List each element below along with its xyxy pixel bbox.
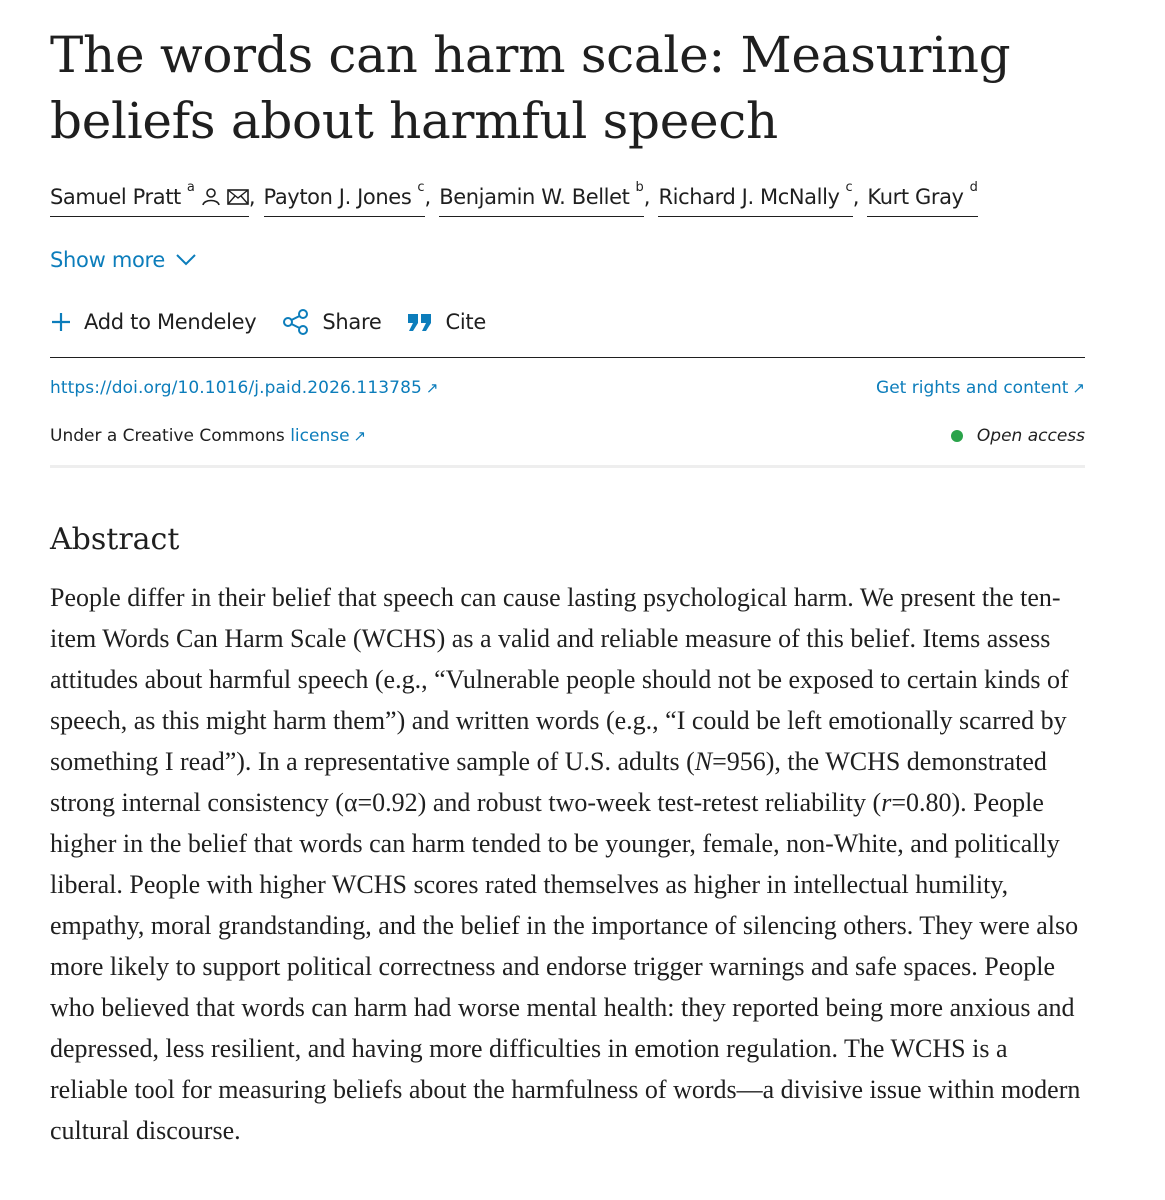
add-to-mendeley-button[interactable]	[50, 310, 256, 334]
abstract-part-3: =0.80). People higher in the belief that words can harm tended to be younger, female, non-White, and politically liberal. People with higher WCHS scores rated themselves as higher in intellectual humility, empathy, moral grandstanding, and the belief in the importance of silencing others. They were also more likely to support political correctness and endorse trigger warnings and safe spaces. People who believed that words can harm had worse mental health: they reported being more anxious and depressed, less resilient, and having more difficulties in emotion regulation. The WCHS is a reliable tool for measuring beliefs about the harmfulness of words—a divisive issue within modern cultural discourse.	[50, 788, 1081, 1145]
author-affiliation: c	[845, 180, 853, 195]
rights-text: Get rights and content	[876, 378, 1069, 398]
author-separator: ,	[424, 185, 432, 209]
external-link-icon: ↗	[353, 427, 367, 445]
author-separator: ,	[248, 185, 256, 209]
section-divider	[50, 465, 1085, 468]
license-prefix: Under a Creative Commons	[50, 426, 285, 446]
abstract-part-2: =956), the WCHS demonstrated strong internal consistency (α=0.92) and robust two-week test-retest reliability (	[50, 747, 1047, 817]
correlation-variable: r	[881, 788, 892, 817]
divider	[50, 357, 1085, 358]
show-more-button[interactable]	[50, 248, 197, 272]
open-access-badge	[951, 426, 1085, 446]
share-button[interactable]	[282, 308, 381, 336]
abstract-heading: Abstract	[50, 522, 180, 557]
license-link[interactable]	[290, 426, 366, 446]
share-icon	[282, 308, 310, 336]
author-affiliation: b	[635, 180, 644, 195]
email-icon	[227, 187, 249, 212]
rights-link[interactable]	[876, 378, 1085, 398]
share-label: Share	[322, 310, 382, 334]
doi-row	[50, 378, 1085, 398]
author-link-samuel-pratt[interactable]	[50, 182, 249, 217]
author-name: Payton J. Jones	[263, 185, 412, 209]
author-name: Samuel Pratt	[50, 185, 181, 209]
author-link-benjamin-bellet[interactable]	[439, 182, 644, 217]
author-list	[50, 182, 978, 222]
person-icon	[201, 187, 221, 212]
doi-link[interactable]	[50, 378, 439, 398]
license-link-text: license	[290, 426, 350, 446]
author-link-kurt-gray[interactable]	[867, 182, 977, 217]
doi-text: https://doi.org/10.1016/j.paid.2026.113785	[50, 378, 422, 398]
author-name: Richard J. McNally	[658, 185, 840, 209]
author-separator: ,	[643, 185, 651, 209]
author-affiliation: d	[969, 180, 978, 195]
external-link-icon: ↗	[1072, 379, 1085, 397]
author-affiliation: a	[186, 180, 195, 195]
open-access-dot-icon	[951, 430, 963, 442]
abstract-part-1: People differ in their belief that speech can cause lasting psychological harm. We present the ten-item Words Can Harm Scale (WCHS) as a valid and reliable measure of this belief. Items assess attitudes about harmful speech (e.g., “Vulnerable people should not be exposed to certain kinds of speech, as this might harm them”) and written words (e.g., “I could be left emotionally scarred by something I read”). In a representative sample of U.S. adults (	[50, 583, 1069, 776]
author-link-payton-jones[interactable]	[264, 182, 425, 217]
cite-button[interactable]	[407, 310, 485, 334]
article-toolbar	[50, 308, 486, 336]
abstract-text	[50, 577, 1085, 1151]
sample-size-variable: N	[694, 747, 713, 776]
author-link-richard-mcnally[interactable]	[658, 182, 852, 217]
license-row	[50, 426, 1085, 446]
chevron-down-icon	[175, 248, 197, 272]
show-more-label: Show more	[50, 248, 166, 272]
mendeley-label: Add to Mendeley	[84, 310, 257, 334]
external-link-icon: ↗	[425, 379, 439, 397]
author-name: Benjamin W. Bellet	[439, 185, 630, 209]
open-access-label: Open access	[976, 426, 1085, 446]
article-title: The words can harm scale: Measuring beliefs about harmful speech	[50, 26, 1011, 150]
author-separator: ,	[852, 185, 860, 209]
author-affiliation: c	[417, 180, 425, 195]
cite-label: Cite	[445, 310, 486, 334]
plus-icon	[50, 311, 72, 333]
quote-icon	[407, 311, 433, 333]
author-name: Kurt Gray	[867, 185, 964, 209]
